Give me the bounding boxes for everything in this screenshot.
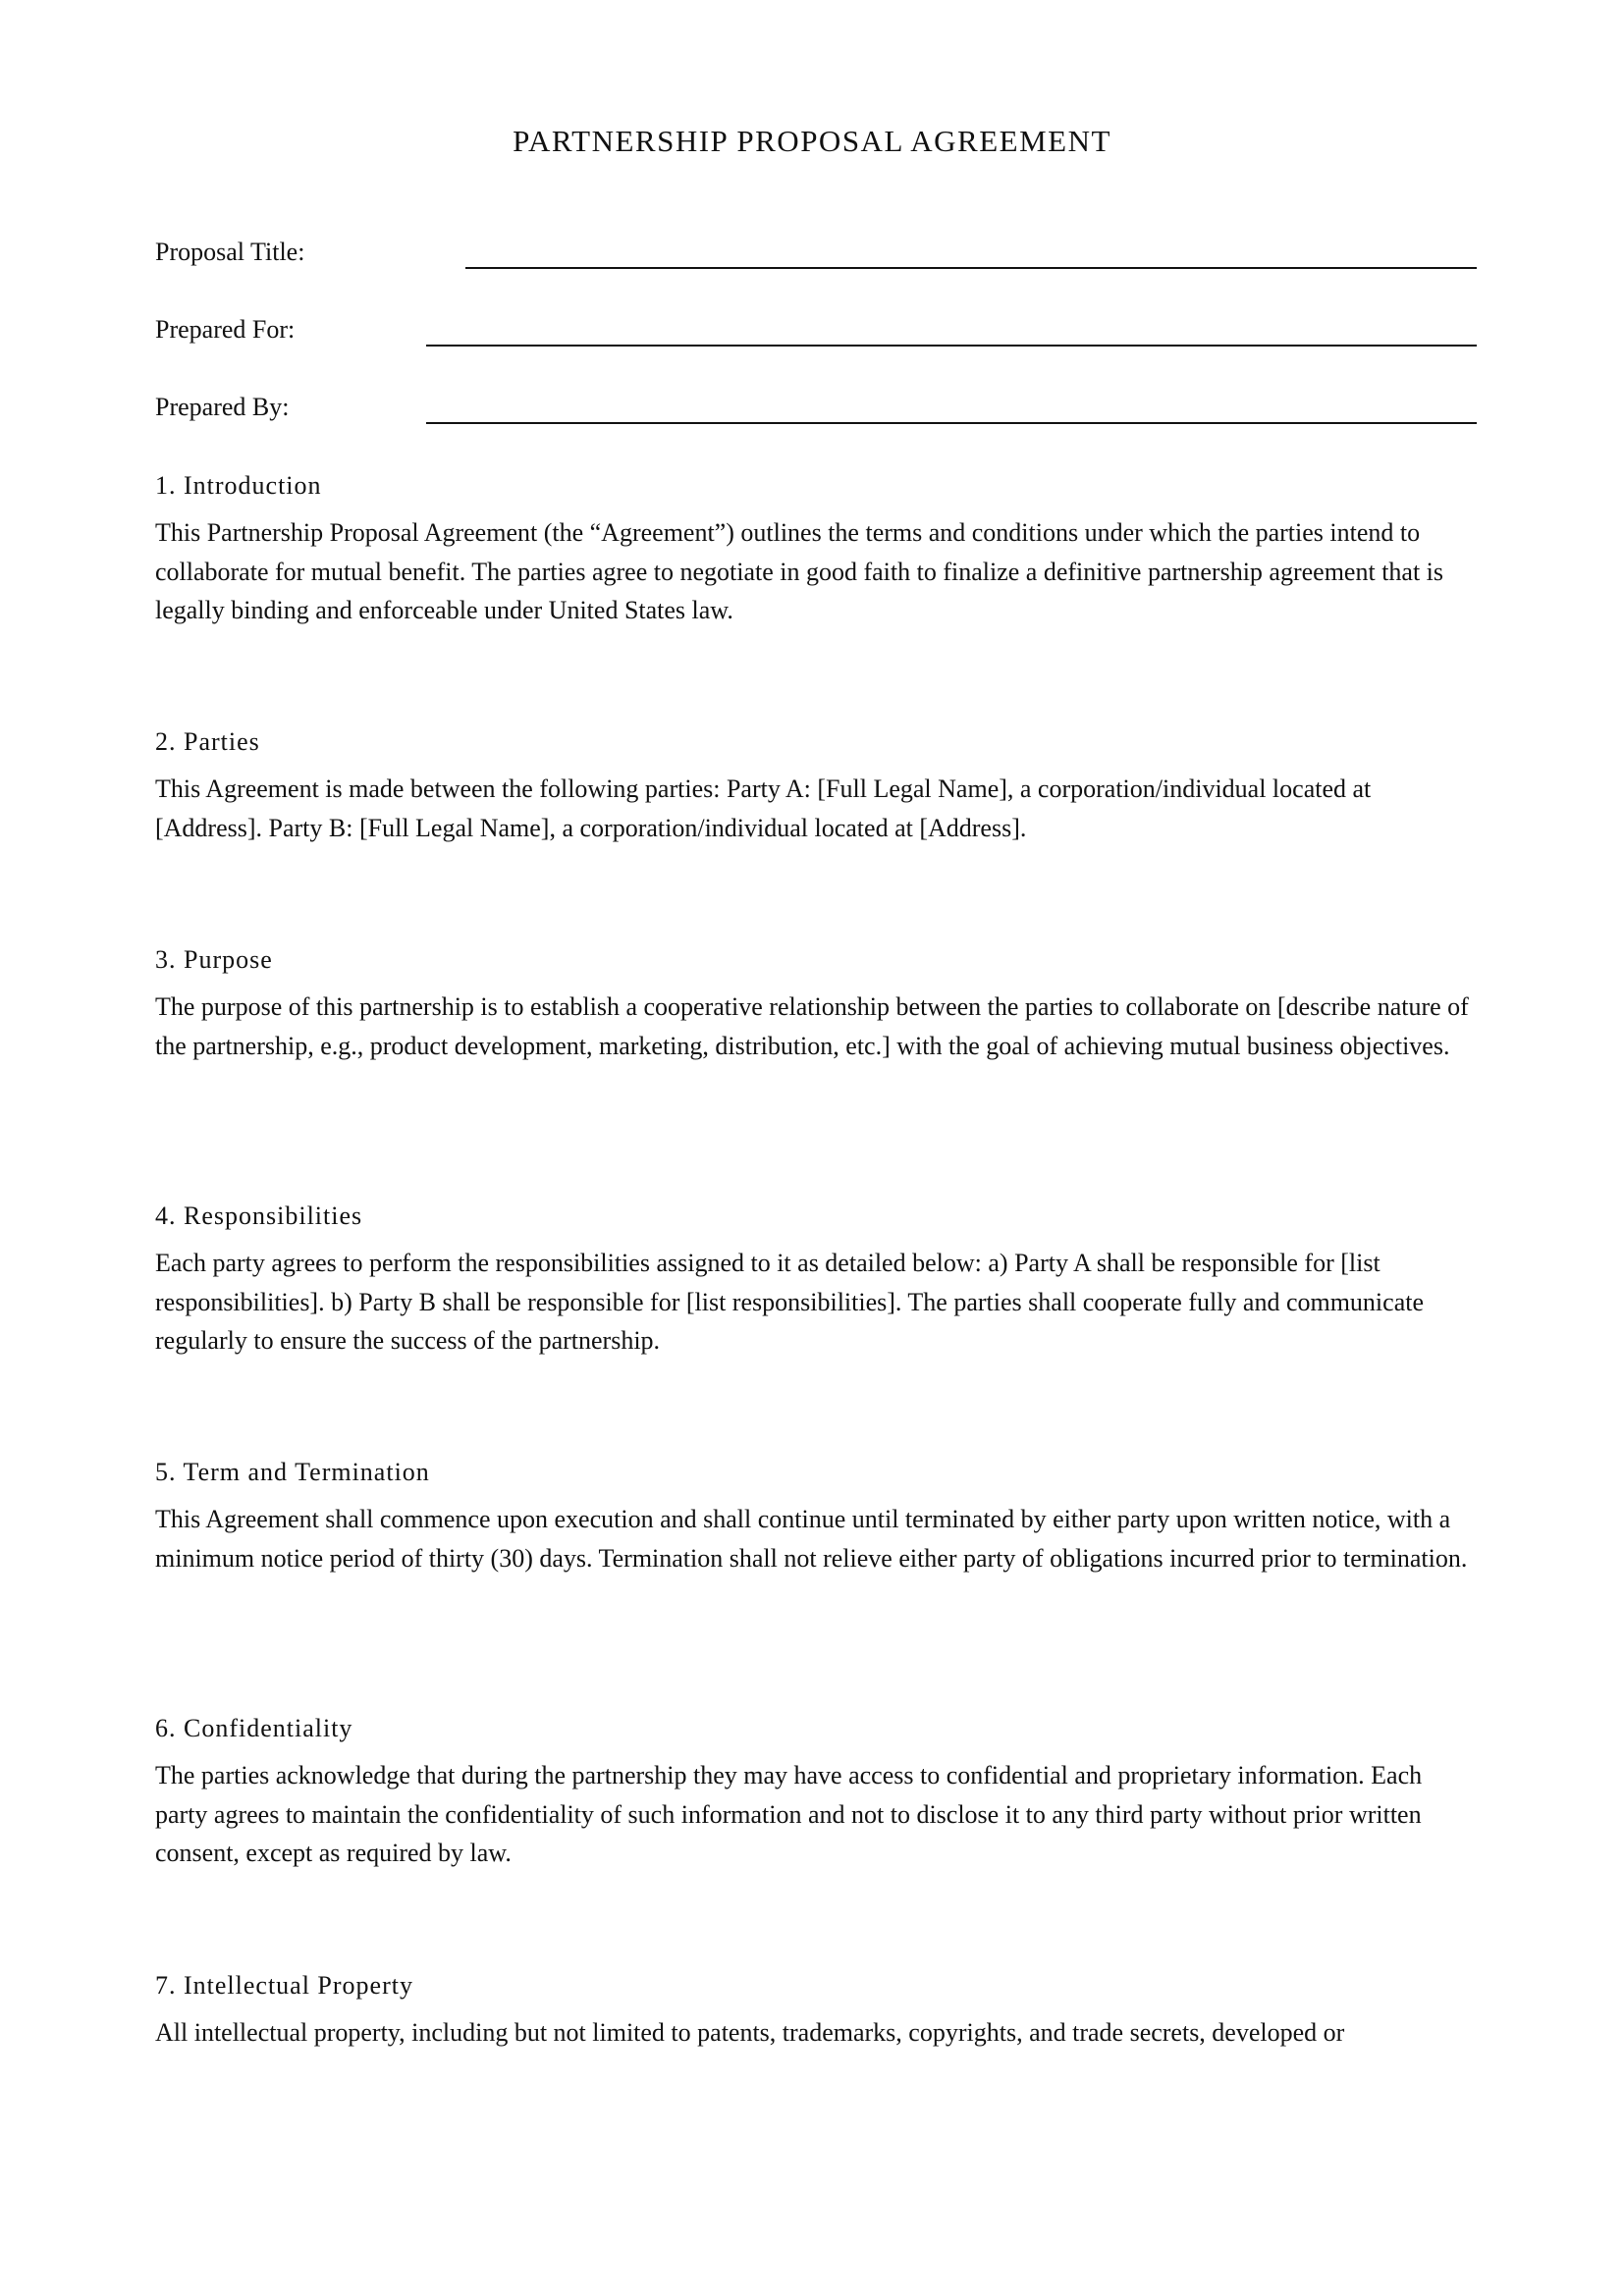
- section-confidentiality: [155, 1711, 1477, 1873]
- section-intellectual-property: [155, 1968, 1477, 2053]
- prepared-by-blank-line[interactable]: [426, 422, 1477, 424]
- section-responsibilities: [155, 1199, 1477, 1361]
- document-title: PARTNERSHIP PROPOSAL AGREEMENT: [513, 124, 1111, 158]
- prepared-by-field: [155, 393, 1477, 432]
- section-body: All intellectual property, including but not limited to patents, trademarks, copyrights, and trade secrets, developed or: [155, 2018, 1345, 2047]
- section-purpose: [155, 942, 1477, 1065]
- section-body: The parties acknowledge that during the partnership they may have access to confidential and proprietary information. Each party agrees to maintain the confidentiality of such information and not to disclose it to any third party without prior written consent, except as required by law.: [155, 1761, 1423, 1867]
- section-body: The purpose of this partnership is to establish a cooperative relationship between the parties to collaborate on [describe nature of the partnership, e.g., product development, marketing, distribution, etc.] with the goal of achieving mutual business objectives.: [155, 992, 1469, 1060]
- section-heading: 2. Parties: [155, 727, 260, 756]
- section-parties: [155, 724, 1477, 847]
- proposal-title-label: Proposal Title:: [155, 238, 305, 266]
- prepared-for-field: [155, 315, 1477, 354]
- prepared-for-label: Prepared For:: [155, 315, 296, 344]
- section-body: This Partnership Proposal Agreement (the “Agreement”) outlines the terms and conditions under which the parties intend to collaborate for mutual benefit. The parties agree to negotiate in good faith to finalize a definitive partnership agreement that is legally binding and enforceable under United States law.: [155, 518, 1444, 624]
- section-heading: 7. Intellectual Property: [155, 1971, 413, 2000]
- section-heading: 5. Term and Termination: [155, 1458, 430, 1486]
- section-introduction: [155, 468, 1477, 630]
- section-body: Each party agrees to perform the responsibilities assigned to it as detailed below: a) Party A shall be responsible for [list responsibilities]. b) Party B shall be responsible for [list responsibilities]. The parties shall cooperate fully and communicate regularly to ensure the success of the partnership.: [155, 1249, 1425, 1355]
- section-heading: 4. Responsibilities: [155, 1201, 363, 1230]
- section-body: This Agreement is made between the following parties: Party A: [Full Legal Name], a corporation/individual located at [Address]. Party B: [Full Legal Name], a corporation/individual located at [Address].: [155, 774, 1372, 842]
- section-term-and-termination: [155, 1455, 1477, 1577]
- prepared-by-label: Prepared By:: [155, 393, 290, 421]
- section-heading: 3. Purpose: [155, 945, 273, 974]
- section-heading: 1. Introduction: [155, 471, 322, 500]
- proposal-title-blank-line[interactable]: [465, 267, 1477, 269]
- proposal-title-field: [155, 238, 1477, 277]
- section-heading: 6. Confidentiality: [155, 1714, 353, 1742]
- section-body: This Agreement shall commence upon execution and shall continue until terminated by either party upon written notice, with a minimum notice period of thirty (30) days. Termination shall not relieve either party of obligations incurred prior to termination.: [155, 1505, 1468, 1573]
- prepared-for-blank-line[interactable]: [426, 345, 1477, 347]
